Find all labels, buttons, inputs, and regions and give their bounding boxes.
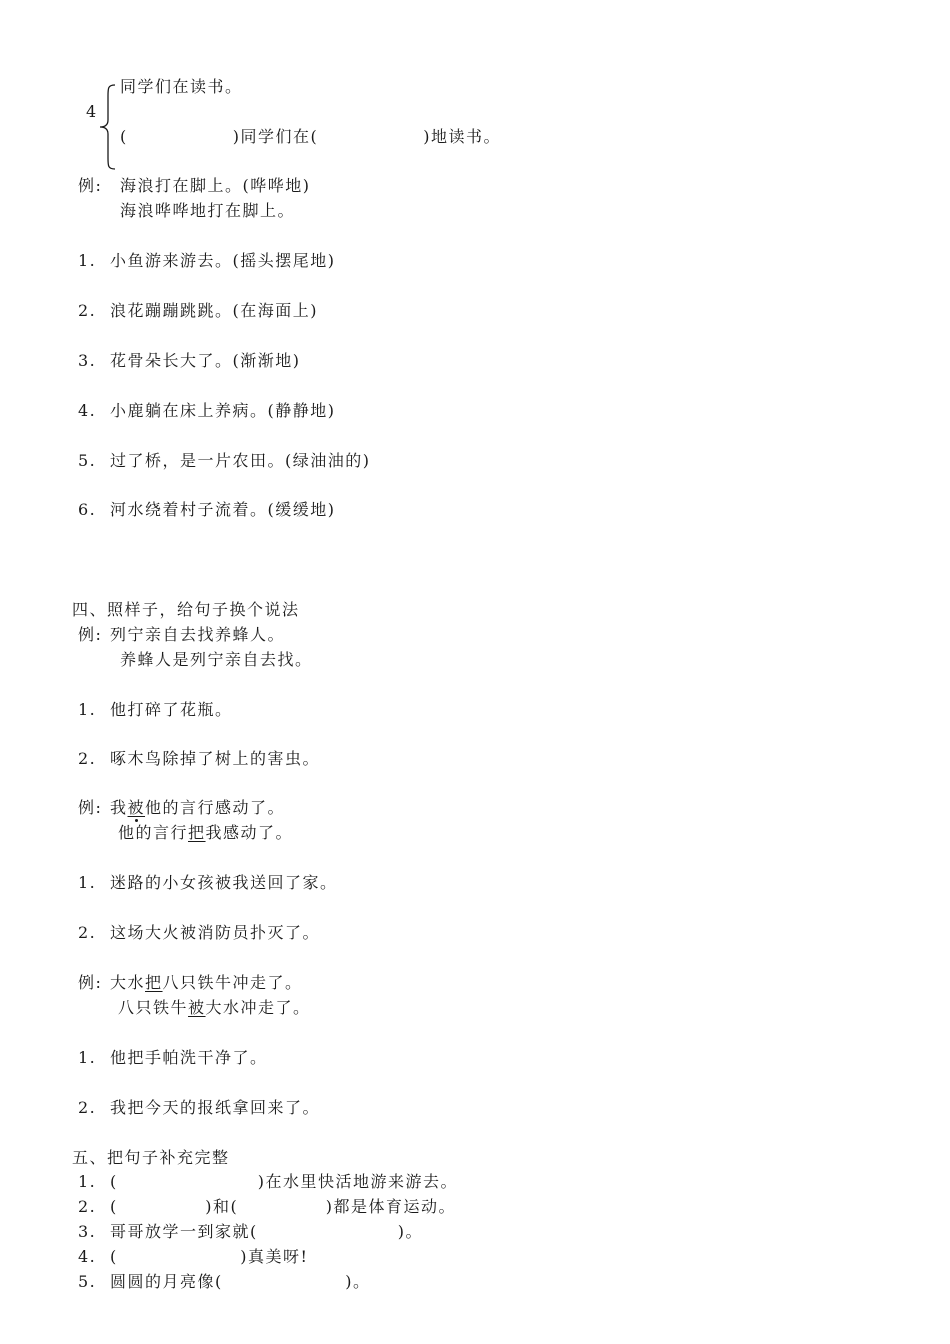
list-item-number: 5. <box>78 451 97 470</box>
list-item-number: 5. <box>78 1272 97 1291</box>
example-result: 海浪哗哗地打在脚上。 <box>120 201 296 220</box>
list-item-number: 3. <box>78 1222 97 1241</box>
list-item: 圆圆的月亮像( )。 <box>110 1272 371 1291</box>
list-item-number: 2. <box>78 301 97 320</box>
list-item-number: 2. <box>78 749 97 768</box>
list-item: 小鱼游来游去。(摇头摆尾地) <box>110 251 336 270</box>
list-item-number: 1. <box>78 873 97 892</box>
list-item-number: 4. <box>78 401 97 420</box>
list-item-number: 2. <box>78 1197 97 1216</box>
list-item: 哥哥放学一到家就( )。 <box>110 1222 423 1241</box>
example-label: 例: <box>78 625 103 644</box>
list-item-number: 1. <box>78 700 97 719</box>
example-original: 海浪打在脚上。(哗哗地) <box>120 176 311 195</box>
example-result: 养蜂人是列宁亲自去找。 <box>120 650 313 669</box>
list-item: 他打碎了花瓶。 <box>110 700 233 719</box>
list-item: ( )真美呀! <box>110 1247 309 1266</box>
keyword-ba: 把 <box>145 973 163 992</box>
list-item: 我把今天的报纸拿回来了。 <box>110 1098 321 1117</box>
list-item: 花骨朵长大了。(渐渐地) <box>110 351 301 370</box>
example-label: 例: <box>78 798 103 817</box>
list-item: 河水绕着村子流着。(缓缓地) <box>110 500 336 519</box>
q4-fill-sentence: ( )同学们在( )地读书。 <box>120 127 501 146</box>
question-number: 4 <box>86 102 98 121</box>
example-original: 大水把八只铁牛冲走了。 <box>110 973 303 992</box>
keyword-bei: 被 <box>188 998 206 1017</box>
list-item: 过了桥，是一片农田。(绿油油的) <box>110 451 371 470</box>
brace-icon <box>99 84 117 170</box>
example-result: 八只铁牛被大水冲走了。 <box>118 998 311 1017</box>
list-item-number: 2. <box>78 923 97 942</box>
list-item: 这场大火被消防员扑灭了。 <box>110 923 321 942</box>
list-item: 小鹿躺在床上养病。(静静地) <box>110 401 336 420</box>
list-item: 迷路的小女孩被我送回了家。 <box>110 873 338 892</box>
q4-sentence: 同学们在读书。 <box>120 77 243 96</box>
list-item: ( )和( )都是体育运动。 <box>110 1197 456 1216</box>
example-label: 例: <box>78 973 103 992</box>
keyword-bei: 被 <box>127 798 146 817</box>
list-item-number: 3. <box>78 351 97 370</box>
list-item: ( )在水里快活地游来游去。 <box>110 1172 458 1191</box>
section-title: 五、把句子补充完整 <box>72 1148 230 1167</box>
example-label: 例: <box>78 176 103 195</box>
list-item: 他把手帕洗干净了。 <box>110 1048 268 1067</box>
list-item-number: 6. <box>78 500 97 519</box>
keyword-ba: 把 <box>188 823 206 842</box>
list-item-number: 1. <box>78 1172 97 1191</box>
list-item-number: 2. <box>78 1098 97 1117</box>
example-original: 列宁亲自去找养蜂人。 <box>110 625 286 644</box>
list-item: 啄木鸟除掉了树上的害虫。 <box>110 749 321 768</box>
section-title: 四、照样子，给句子换个说法 <box>72 600 300 619</box>
example-original: 我被他的言行感动了。 <box>110 798 286 817</box>
example-result: 他的言行把我感动了。 <box>118 823 294 842</box>
list-item: 浪花蹦蹦跳跳。(在海面上) <box>110 301 318 320</box>
list-item-number: 1. <box>78 1048 97 1067</box>
list-item-number: 4. <box>78 1247 97 1266</box>
list-item-number: 1. <box>78 251 97 270</box>
